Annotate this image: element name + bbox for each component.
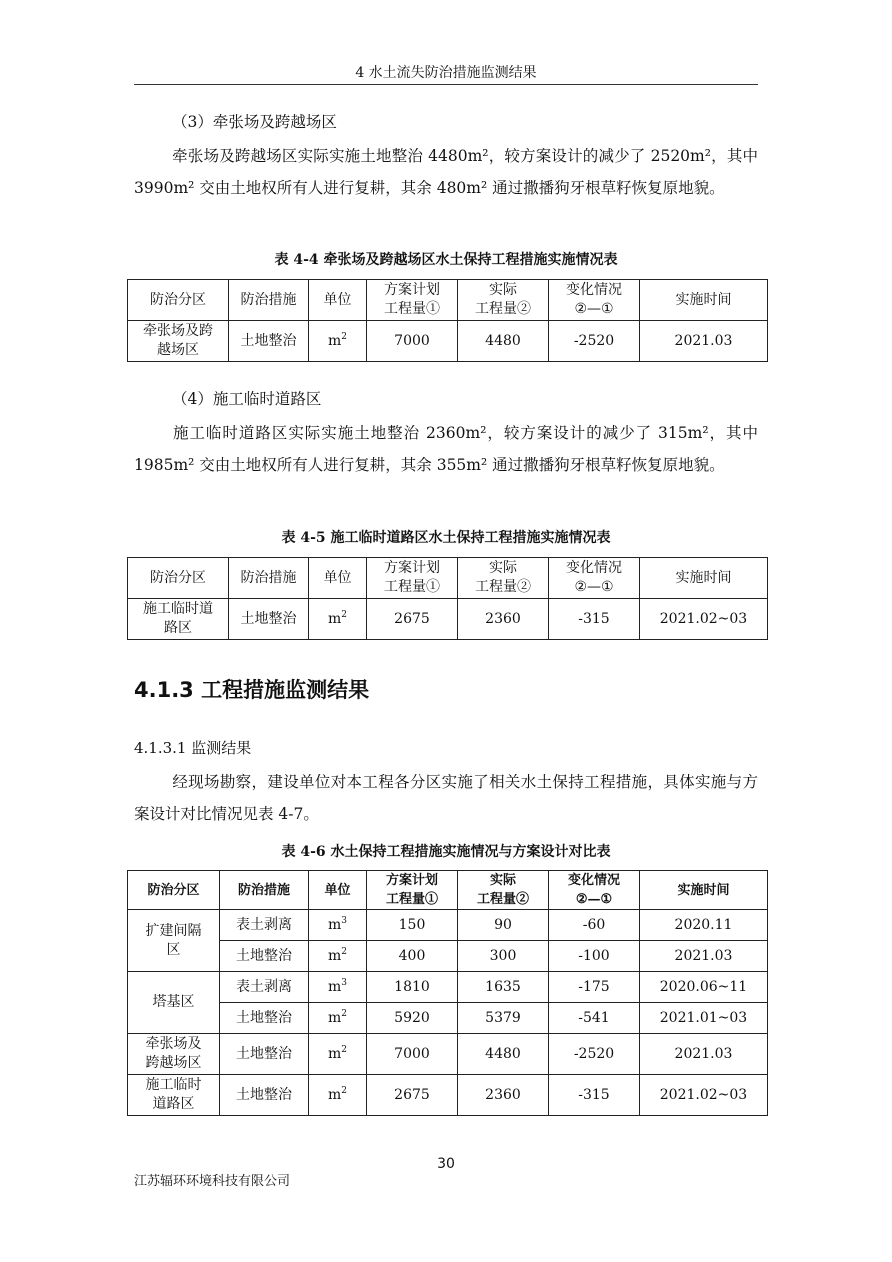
table-4-5: [127, 557, 768, 640]
th-plan: 方案计划 工程量①: [367, 871, 458, 910]
cell-unit: $m^2$: [309, 941, 367, 972]
table-4-5-caption: 表 4-5 施工临时道路区水土保持工程措施实施情况表: [281, 530, 611, 546]
cell-unit: $m^2$: [309, 1034, 367, 1075]
header-rule: [134, 84, 758, 85]
paragraph-4-text: 施工临时道路区实际实施土地整治 2360m²，较方案设计的减少了 315m²，其中 1985m² 交由土地权所有人进行复耕，其余 355m² 通过撒播狗牙根草籽恢复原地貌。: [134, 424, 758, 474]
th-measure: 防治措施: [229, 558, 309, 599]
cell-zone: 牵张场及跨 越场区: [128, 321, 229, 362]
cell-change: -60: [549, 910, 640, 941]
cell-measure: 土地整治: [229, 321, 309, 362]
th-unit: 单位: [309, 871, 367, 910]
cell-time: 2020.11: [640, 910, 768, 941]
paragraph-413: [134, 766, 758, 830]
table-row: [128, 941, 768, 972]
footer-company: 江苏辐环环境科技有限公司: [134, 1174, 291, 1189]
cell-time: 2021.03: [640, 941, 768, 972]
cell-time: 2020.06~11: [640, 972, 768, 1003]
cell-zone: 施工临时道 路区: [128, 599, 229, 640]
cell-measure: 土地整治: [220, 1034, 309, 1075]
cell-plan: 2675: [367, 599, 458, 640]
table-4-6: [127, 870, 768, 1116]
cell-plan: 150: [367, 910, 458, 941]
th-plan: 方案计划 工程量①: [367, 558, 458, 599]
cell-actual: 90: [458, 910, 549, 941]
th-change: 变化情况 ②—①: [549, 871, 640, 910]
cell-change: -2520: [549, 321, 640, 362]
table-row: [128, 1003, 768, 1034]
cell-measure: 表土剥离: [220, 972, 309, 1003]
cell-change: -315: [549, 599, 640, 640]
th-actual: 实际 工程量②: [458, 280, 549, 321]
paragraph-3: [134, 140, 758, 204]
table-row: [128, 910, 768, 941]
th-zone: 防治分区: [128, 558, 229, 599]
cell-unit: $m^3$: [309, 972, 367, 1003]
cell-change: -541: [549, 1003, 640, 1034]
cell-actual: 1635: [458, 972, 549, 1003]
cell-actual: 4480: [458, 321, 549, 362]
cell-measure: 土地整治: [220, 1003, 309, 1034]
cell-unit: $m^2$: [309, 1075, 367, 1116]
th-change: 变化情况 ②—①: [549, 558, 640, 599]
cell-zone: 牵张场及 跨越场区: [128, 1034, 220, 1075]
table-row: [128, 599, 768, 640]
section-heading-4: （4）施工临时道路区: [172, 390, 322, 408]
cell-time: 2021.02~03: [640, 599, 768, 640]
cell-measure: 土地整治: [229, 599, 309, 640]
table-row: [128, 972, 768, 1003]
th-measure: 防治措施: [229, 280, 309, 321]
cell-plan: 1810: [367, 972, 458, 1003]
th-change: 变化情况 ②—①: [549, 280, 640, 321]
cell-zone: 塔基区: [128, 972, 220, 1034]
cell-zone: 施工临时 道路区: [128, 1075, 220, 1116]
cell-actual: 2360: [458, 599, 549, 640]
cell-time: 2021.02~03: [640, 1075, 768, 1116]
page-number: 30: [437, 1156, 455, 1172]
cell-change: -315: [549, 1075, 640, 1116]
table-row: [128, 1075, 768, 1116]
table-4-4: [127, 279, 768, 362]
cell-plan: 7000: [367, 1034, 458, 1075]
section-heading-3: （3）牵张场及跨越场区: [172, 113, 337, 131]
table-row: [128, 321, 768, 362]
cell-measure: 土地整治: [220, 941, 309, 972]
subsection-title: 4.1.3.1 监测结果: [134, 739, 252, 757]
th-time: 实施时间: [640, 558, 768, 599]
th-zone: 防治分区: [128, 871, 220, 910]
table-4-4-caption: 表 4-4 牵张场及跨越场区水土保持工程措施实施情况表: [274, 252, 618, 268]
table-4-6-caption: 表 4-6 水土保持工程措施实施情况与方案设计对比表: [281, 844, 611, 860]
cell-change: -100: [549, 941, 640, 972]
cell-actual: 4480: [458, 1034, 549, 1075]
th-actual: 实际 工程量②: [458, 871, 549, 910]
cell-actual: 2360: [458, 1075, 549, 1116]
cell-measure: 表土剥离: [220, 910, 309, 941]
th-measure: 防治措施: [220, 871, 309, 910]
table-4-6-body: [128, 910, 768, 1116]
th-zone: 防治分区: [128, 280, 229, 321]
cell-actual: 5379: [458, 1003, 549, 1034]
cell-time: 2021.01~03: [640, 1003, 768, 1034]
cell-plan: 400: [367, 941, 458, 972]
table-row: [128, 1034, 768, 1075]
cell-plan: 2675: [367, 1075, 458, 1116]
cell-actual: 300: [458, 941, 549, 972]
paragraph-413-text: 经现场勘察，建设单位对本工程各分区实施了相关水土保持工程措施，具体实施与方案设计对比情况见表 4-7。: [134, 773, 758, 823]
cell-plan: 5920: [367, 1003, 458, 1034]
th-unit: 单位: [309, 558, 367, 599]
cell-unit: $m^3$: [309, 910, 367, 941]
th-plan: 方案计划 工程量①: [367, 280, 458, 321]
cell-unit: $m^2$: [309, 321, 367, 362]
cell-zone: 扩建间隔 区: [128, 910, 220, 972]
cell-change: -2520: [549, 1034, 640, 1075]
th-unit: 单位: [309, 280, 367, 321]
cell-unit: $m^2$: [309, 599, 367, 640]
paragraph-4: [134, 417, 758, 481]
th-actual: 实际 工程量②: [458, 558, 549, 599]
cell-unit: $m^2$: [309, 1003, 367, 1034]
cell-measure: 土地整治: [220, 1075, 309, 1116]
cell-time: 2021.03: [640, 1034, 768, 1075]
th-time: 实施时间: [640, 871, 768, 910]
section-title: 4.1.3 工程措施监测结果: [134, 678, 370, 702]
paragraph-3-text: 牵张场及跨越场区实际实施土地整治 4480m²，较方案设计的减少了 2520m²，其中 3990m² 交由土地权所有人进行复耕，其余 480m² 通过撒播狗牙根草籽恢复原地貌。: [134, 147, 758, 197]
cell-time: 2021.03: [640, 321, 768, 362]
cell-change: -175: [549, 972, 640, 1003]
cell-plan: 7000: [367, 321, 458, 362]
th-time: 实施时间: [640, 280, 768, 321]
page-header: 4 水土流失防治措施监测结果: [355, 65, 537, 81]
